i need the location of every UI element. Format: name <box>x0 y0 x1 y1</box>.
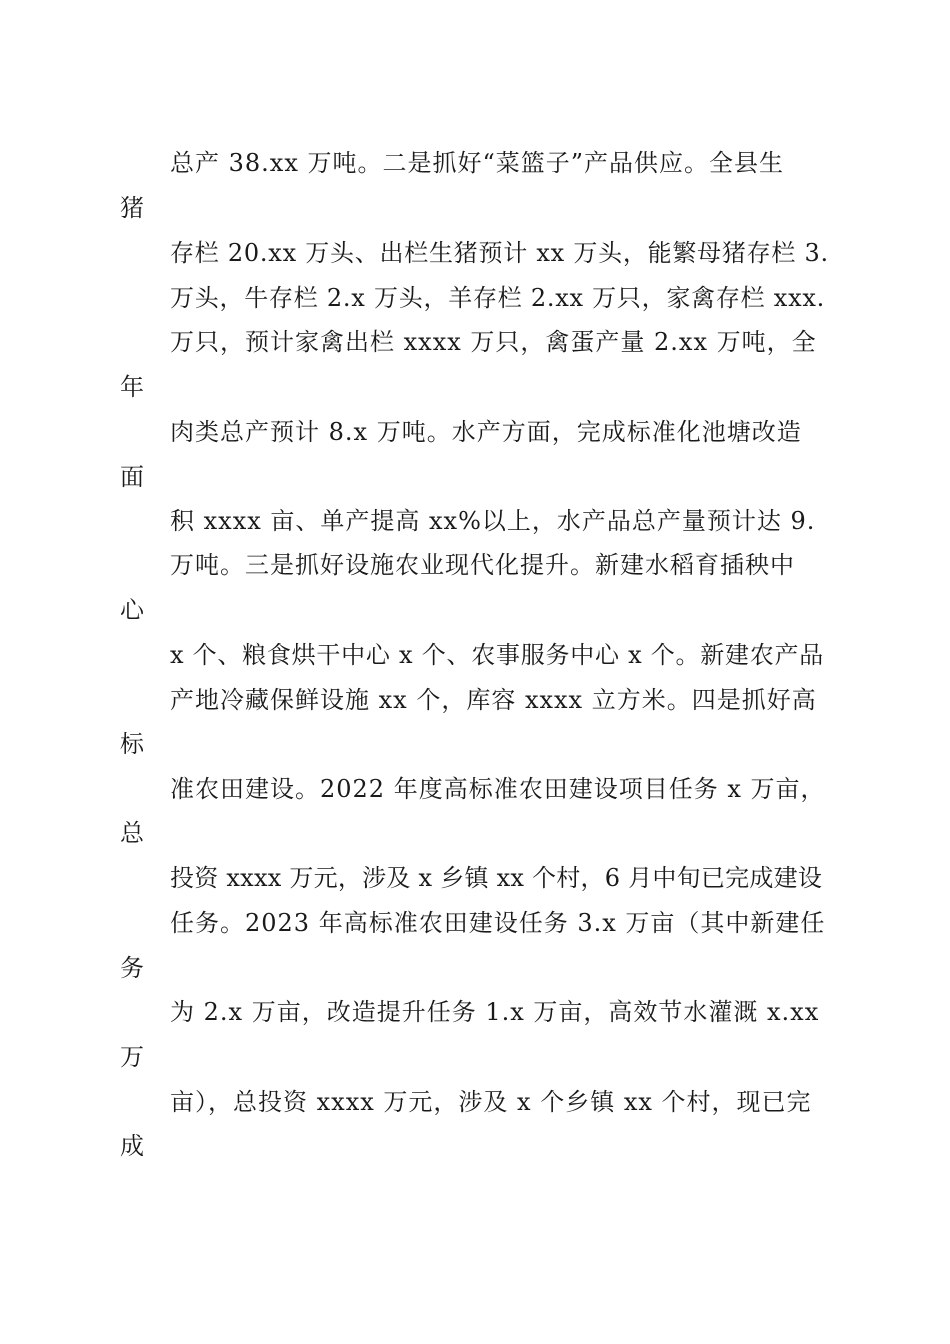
text-line: 任务。2023 年高标准农田建设任务 3.x 万亩（其中新建任 <box>170 909 826 937</box>
text-line: 产地冷藏保鲜设施 xx 个，库容 xxxx 立方米。四是抓好高 <box>170 686 817 714</box>
text-line: 万吨。三是抓好设施农业现代化提升。新建水稻育插秧中 <box>170 551 795 579</box>
text-line: 总 <box>120 819 145 847</box>
text-line: x 个、粮食烘干中心 x 个、农事服务中心 x 个。新建农产品 <box>170 641 824 669</box>
text-line: 存栏 20.xx 万头、出栏生猪预计 xx 万头，能繁母猪存栏 3. <box>170 239 829 267</box>
text-line: 成 <box>120 1132 145 1160</box>
text-line: 万 <box>120 1043 145 1071</box>
text-line: 万头，牛存栏 2.x 万头，羊存栏 2.xx 万只，家禽存栏 xxx. <box>170 284 826 312</box>
text-line: 务 <box>120 954 145 982</box>
text-line: 亩），总投资 xxxx 万元，涉及 x 个乡镇 xx 个村，现已完 <box>170 1088 812 1116</box>
text-line: 总产 38.xx 万吨。二是抓好“菜篮子”产品供应。全县生 <box>170 149 785 177</box>
text-line: 猪 <box>120 194 145 222</box>
text-line: 积 xxxx 亩、单产提高 xx%以上，水产品总产量预计达 9. <box>170 507 816 535</box>
text-line: 年 <box>120 373 145 401</box>
text-line: 肉类总产预计 8.x 万吨。水产方面，完成标准化池塘改造 <box>170 418 802 446</box>
text-line: 标 <box>120 730 145 758</box>
text-line: 万只，预计家禽出栏 xxxx 万只，禽蛋产量 2.xx 万吨，全 <box>170 328 817 356</box>
text-line: 为 2.x 万亩，改造提升任务 1.x 万亩，高效节水灌溉 x.xx <box>170 998 820 1026</box>
text-line: 投资 xxxx 万元，涉及 x 乡镇 xx 个村，6 月中旬已完成建设 <box>170 864 823 892</box>
text-line: 面 <box>120 463 145 491</box>
text-line: 准农田建设。2022 年度高标准农田建设项目任务 x 万亩， <box>170 775 826 803</box>
text-line: 心 <box>120 596 145 624</box>
